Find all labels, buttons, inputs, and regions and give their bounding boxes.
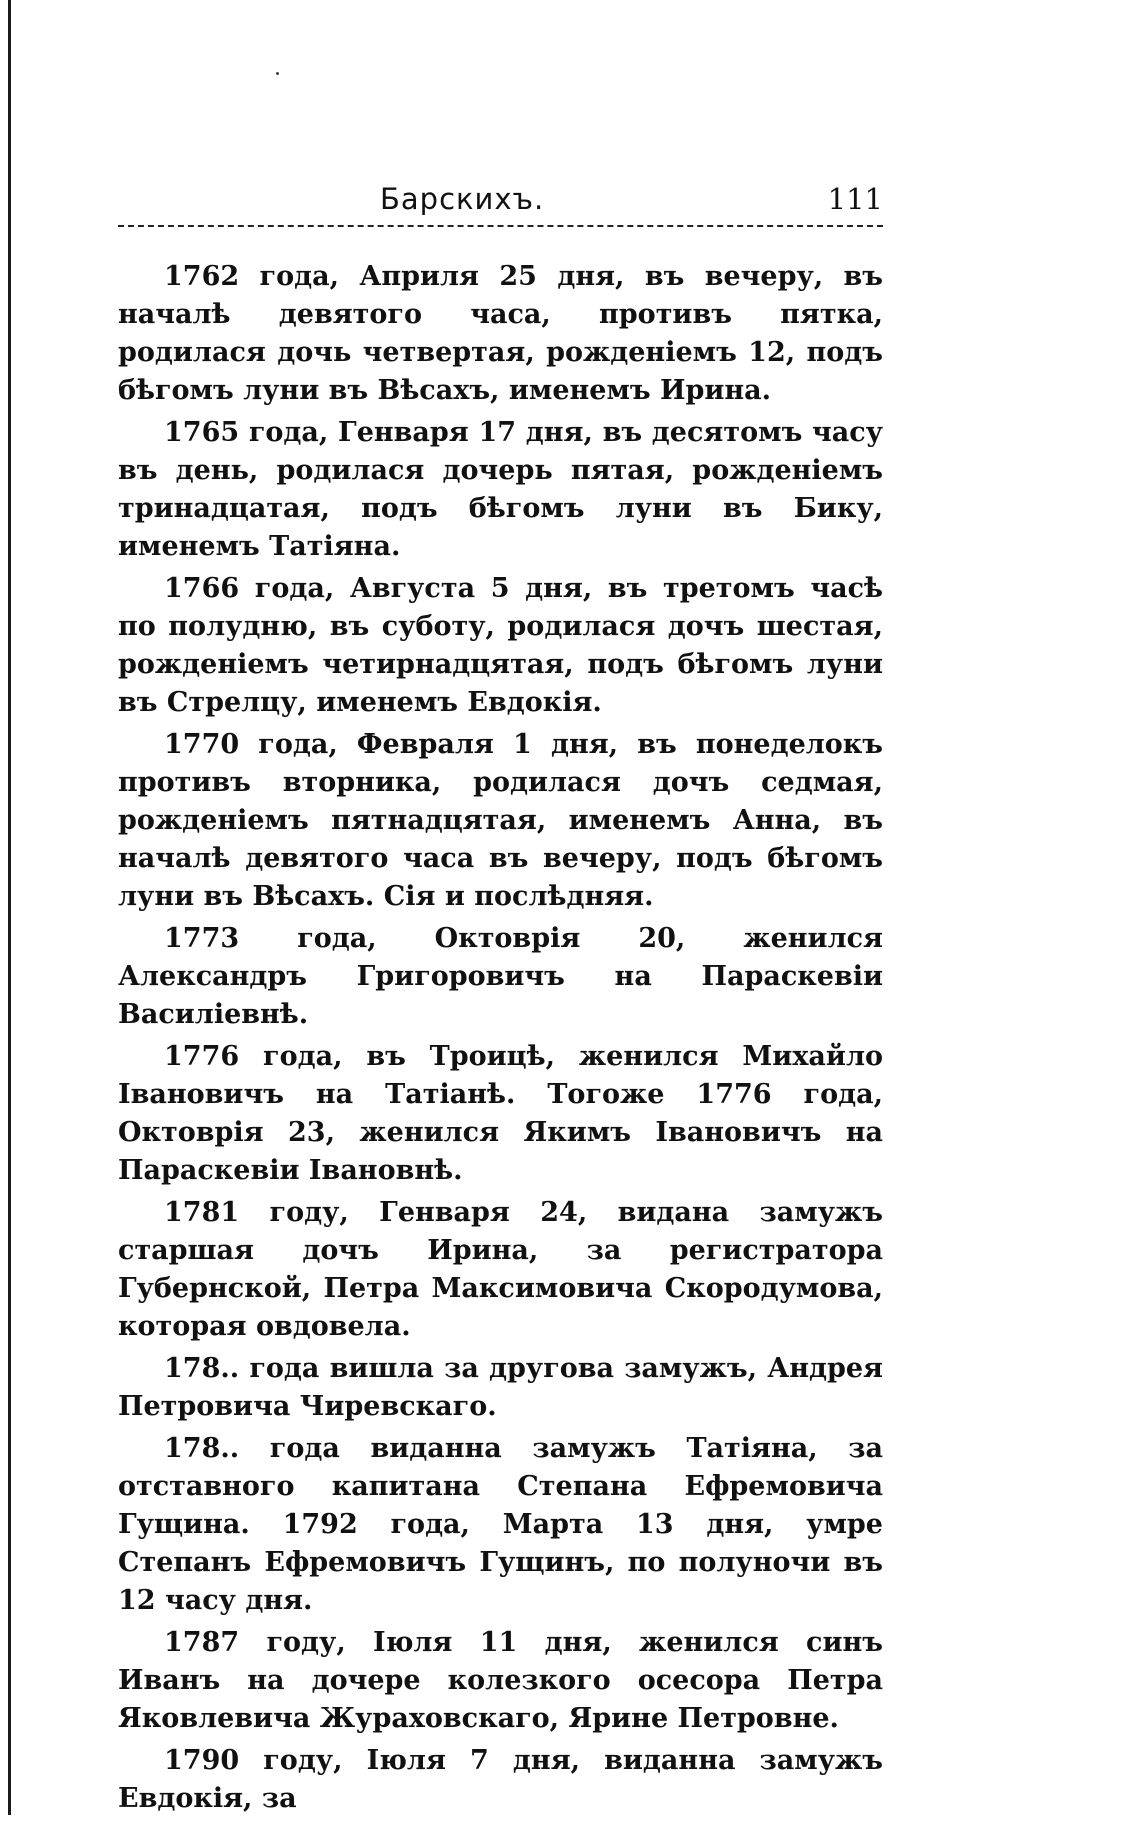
paragraph-1790: 1790 году, Іюля 7 дня, виданна замужъ Евдокія, за — [118, 1745, 883, 1814]
page-spine-edge — [8, 0, 11, 1815]
page-number: 111 — [827, 182, 883, 216]
paragraph-1766: 1766 года, Августа 5 дня, въ третомъ часѣ по полудню, въ суботу, родилася дочъ шестая, рожденіемъ четирнадцятая, подъ бѣгомъ луни въ Стрелцу, именемъ Евдокія. — [118, 573, 883, 718]
paragraph-1770: 1770 года, Февраля 1 дня, въ понеделокъ противъ вторника, родилася дочъ седмая, рожденіемъ пятнадцятая, именемъ Анна, въ началѣ девятого часа въ вечеру, подъ бѣгомъ луни въ Вѣсахъ. Сія и послѣдняя. — [118, 729, 883, 912]
paragraph-1787: 1787 году, Іюля 11 дня, женился синъ Иванъ на дочере колезкого осесора Петра Яковлевича Жураховскаго, Ярине Петровне. — [118, 1627, 883, 1734]
paragraph-1781: 1781 году, Генваря 24, видана замужъ старшая дочъ Ирина, за регистратора Губернской, Петра Максимовича Скородумова, которая овдовела. — [118, 1197, 883, 1342]
running-title: Барскихъ. — [380, 182, 545, 216]
page-body — [118, 258, 883, 1822]
header-rule — [118, 225, 883, 227]
paragraph-1773: 1773 года, Октоврія 20, женился Александръ Григоровичъ на Параскевіи Василіевнѣ. — [118, 923, 883, 1030]
paragraph-1765: 1765 года, Генваря 17 дня, въ десятомъ часу въ день, родилася дочерь пятая, рожденіемъ тринадцатая, подъ бѣгомъ луни въ Бику, именемъ Татіяна. — [118, 417, 883, 562]
paragraph-178-a: 178.. года вишла за другова замужъ, Андрея Петровича Чиревскаго. — [118, 1353, 883, 1422]
paper-speck — [276, 72, 279, 75]
page-header — [118, 178, 883, 234]
paragraph-1762: 1762 года, Априля 25 дня, въ вечеру, въ началѣ девятого часа, противъ пятка, родилася дочь четвертая, рожденіемъ 12, подъ бѣгомъ луни въ Вѣсахъ, именемъ Ирина. — [118, 261, 883, 406]
paragraph-1776: 1776 года, въ Троицѣ, женился Михайло Івановичъ на Татіанѣ. Тогоже 1776 года, Октоврія 23, женился Якимъ Івановичъ на Параскевіи Івановнѣ. — [118, 1041, 883, 1186]
paragraph-178-b: 178.. года виданна замужъ Татіяна, за отставного капитана Степана Ефремовича Гущина. 1792 года, Марта 13 дня, умре Степанъ Ефремовичъ Гущинъ, по полуночи въ 12 часу дня. — [118, 1433, 883, 1616]
